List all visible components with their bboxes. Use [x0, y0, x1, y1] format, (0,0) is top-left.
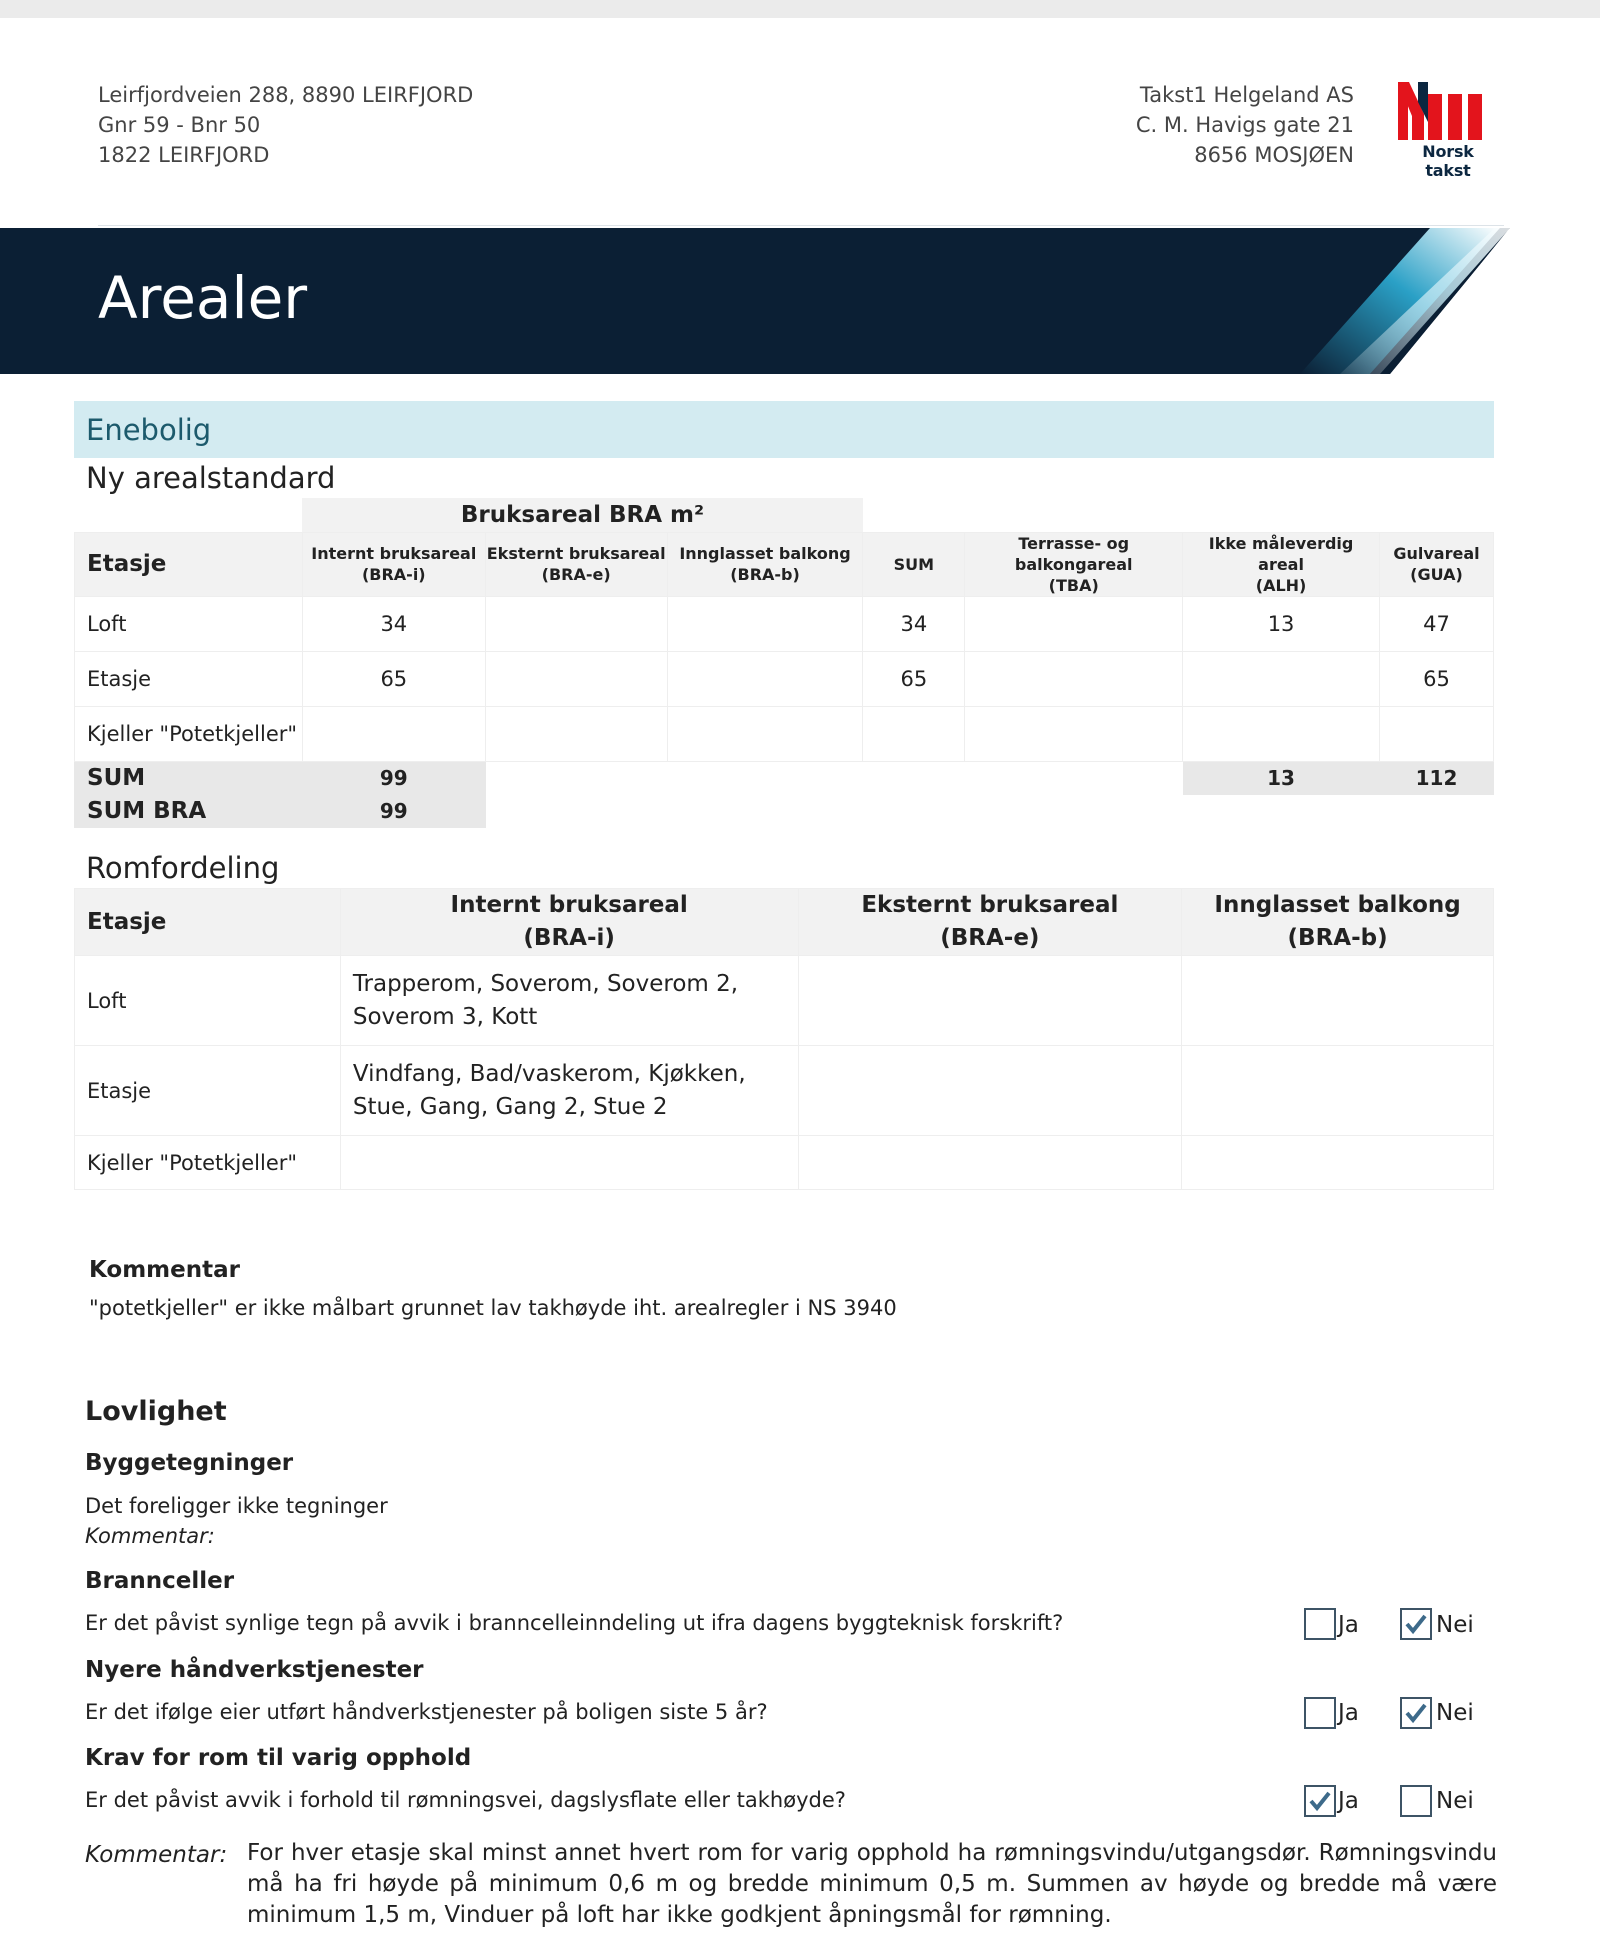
logo-text: Norsk takst — [1422, 142, 1474, 180]
nei-label: Nei — [1436, 1700, 1474, 1726]
cell-bra-e — [798, 956, 1182, 1046]
header-divider — [98, 225, 1504, 226]
cell-tba — [965, 706, 1183, 761]
company-line: C. M. Havigs gate 21 — [1135, 113, 1354, 137]
top-strip — [0, 0, 1600, 18]
sum-bra-label: SUM BRA — [75, 794, 303, 827]
ja-label: Ja — [1338, 1612, 1359, 1638]
table-header-row — [75, 889, 1494, 956]
check-icon — [1307, 1788, 1333, 1814]
cell-bra-e — [798, 1046, 1182, 1136]
sum-bra-i: 99 — [302, 761, 485, 794]
table-group-row — [75, 498, 1494, 532]
handverk-question: Er det ifølge eier utført håndverkstjenester på boligen siste 5 år? — [85, 1700, 768, 1724]
brannceller-ja-checkbox[interactable] — [1304, 1608, 1336, 1640]
col-etasje: Etasje — [75, 532, 303, 596]
sum-bra-value: 99 — [302, 794, 485, 827]
brannceller-heading: Brannceller — [85, 1568, 235, 1594]
company-address — [1136, 80, 1354, 170]
room-table — [74, 888, 1494, 1190]
brannceller-nei-checkbox[interactable] — [1400, 1608, 1432, 1640]
table-header-row — [75, 532, 1494, 596]
byggetegninger-heading: Byggetegninger — [85, 1450, 294, 1476]
comment-text: "potetkjeller" er ikke målbart grunnet lav takhøyde iht. arealregler i NS 3940 — [89, 1296, 897, 1320]
logo-mark — [1398, 82, 1498, 142]
row-name: Loft — [75, 596, 303, 651]
table-row — [75, 956, 1494, 1046]
norsk-takst-logo — [1398, 82, 1498, 180]
cell-gua: 65 — [1379, 651, 1493, 706]
ja-label: Ja — [1338, 1788, 1359, 1814]
row-name: Etasje — [75, 651, 303, 706]
cell-sum: 65 — [863, 651, 965, 706]
page-title: Arealer — [98, 264, 308, 332]
address-line: Leirfjordveien 288, 8890 LEIRFJORD — [98, 83, 474, 107]
table-row — [75, 706, 1494, 761]
address-line: 1822 LEIRFJORD — [98, 143, 270, 167]
cell-bra-e — [485, 596, 667, 651]
handverk-nei-checkbox[interactable] — [1400, 1697, 1432, 1729]
cell-bra-i: 65 — [302, 651, 485, 706]
ny-arealstandard-title: Ny arealstandard — [86, 461, 336, 495]
cell-bra-i: Vindfang, Bad/vaskerom, Kjøkken, Stue, Gang, Gang 2, Stue 2 — [340, 1046, 798, 1136]
cell-bra-i — [302, 706, 485, 761]
table-row — [75, 651, 1494, 706]
cell-bra-b — [1182, 1136, 1494, 1190]
byggetegninger-comment-label: Kommentar: — [85, 1524, 215, 1548]
cell-bra-e — [485, 706, 667, 761]
nei-label: Nei — [1436, 1788, 1474, 1814]
krav-comment-label: Kommentar: — [85, 1842, 228, 1868]
col-bra-b: Innglasset balkong (BRA-b) — [1182, 889, 1494, 956]
cell-bra-i — [340, 1136, 798, 1190]
handverk-ja-checkbox[interactable] — [1304, 1697, 1336, 1729]
sum-row — [75, 761, 1494, 794]
sum-gua: 112 — [1379, 761, 1493, 794]
row-name: Kjeller "Potetkjeller" — [75, 706, 303, 761]
cell-tba — [965, 596, 1183, 651]
area-table — [74, 498, 1494, 828]
address-line: Gnr 59 - Bnr 50 — [98, 113, 261, 137]
cell-alh: 13 — [1183, 596, 1380, 651]
krav-ja-checkbox[interactable] — [1304, 1785, 1336, 1817]
cell-bra-i: 34 — [302, 596, 485, 651]
nei-label: Nei — [1436, 1612, 1474, 1638]
section-title: Enebolig — [86, 413, 212, 447]
cell-alh — [1183, 651, 1380, 706]
cell-bra-b — [667, 651, 863, 706]
cell-bra-b — [1182, 956, 1494, 1046]
cell-gua — [1379, 706, 1493, 761]
bra-group-header: Bruksareal BRA m² — [302, 498, 863, 532]
company-line: 8656 MOSJØEN — [1194, 143, 1354, 167]
row-name: Kjeller "Potetkjeller" — [75, 1136, 341, 1190]
cell-tba — [965, 651, 1183, 706]
krav-comment-text: For hver etasje skal minst annet hvert rom for varig opphold ha rømningsvindu/utgangsdør. Rømningsvindu må ha fri høyde på minimum 0,6 m og bredde minimum 0,5 m. Summen av høyde og bredde må være minimum 1,5 m, Vinduer på loft har ikke godkjent åpningsmål for rømning. — [247, 1840, 1497, 1928]
sum-label: SUM — [75, 761, 303, 794]
sum-bra-row — [75, 794, 1494, 827]
row-name: Etasje — [75, 1046, 341, 1136]
table-row — [75, 596, 1494, 651]
cell-bra-e — [798, 1136, 1182, 1190]
lovlighet-heading: Lovlighet — [85, 1396, 227, 1427]
sum-alh: 13 — [1183, 761, 1380, 794]
cell-bra-i: Trapperom, Soverom, Soverom 2, Soverom 3, Kott — [340, 956, 798, 1046]
cell-bra-b — [667, 596, 863, 651]
cell-alh — [1183, 706, 1380, 761]
table-row — [75, 1136, 1494, 1190]
ja-label: Ja — [1338, 1700, 1359, 1726]
col-bra-i: Internt bruksareal (BRA-i) — [302, 532, 485, 596]
handverk-heading: Nyere håndverkstjenester — [85, 1657, 424, 1683]
check-icon — [1403, 1700, 1429, 1726]
cell-sum — [863, 706, 965, 761]
krav-question: Er det påvist avvik i forhold til rømningsvei, dagslysflate eller takhøyde? — [85, 1788, 846, 1812]
cell-bra-b — [1182, 1046, 1494, 1136]
row-name: Loft — [75, 956, 341, 1046]
table-row — [75, 1046, 1494, 1136]
property-address — [98, 80, 473, 170]
col-alh: Ikke måleverdig areal (ALH) — [1183, 532, 1380, 596]
krav-heading: Krav for rom til varig opphold — [85, 1745, 472, 1771]
cell-gua: 47 — [1379, 596, 1493, 651]
krav-nei-checkbox[interactable] — [1400, 1785, 1432, 1817]
section-header — [74, 401, 1494, 458]
col-tba: Terrasse- og balkongareal (TBA) — [965, 532, 1183, 596]
check-icon — [1403, 1611, 1429, 1637]
col-bra-b: Innglasset balkong (BRA-b) — [667, 532, 863, 596]
cell-bra-e — [485, 651, 667, 706]
comment-heading: Kommentar — [89, 1257, 240, 1283]
col-etasje: Etasje — [75, 889, 341, 956]
col-bra-e: Eksternt bruksareal (BRA-e) — [485, 532, 667, 596]
byggetegninger-text: Det foreligger ikke tegninger — [85, 1494, 388, 1518]
col-bra-e: Eksternt bruksareal (BRA-e) — [798, 889, 1182, 956]
col-gua: Gulvareal (GUA) — [1379, 532, 1493, 596]
cell-sum: 34 — [863, 596, 965, 651]
brannceller-question: Er det påvist synlige tegn på avvik i branncelleinndeling ut ifra dagens byggteknisk forskrift? — [85, 1611, 1064, 1635]
romfordeling-title: Romfordeling — [86, 851, 280, 885]
col-bra-i: Internt bruksareal (BRA-i) — [340, 889, 798, 956]
cell-bra-b — [667, 706, 863, 761]
company-line: Takst1 Helgeland AS — [1139, 83, 1354, 107]
col-sum: SUM — [863, 532, 965, 596]
